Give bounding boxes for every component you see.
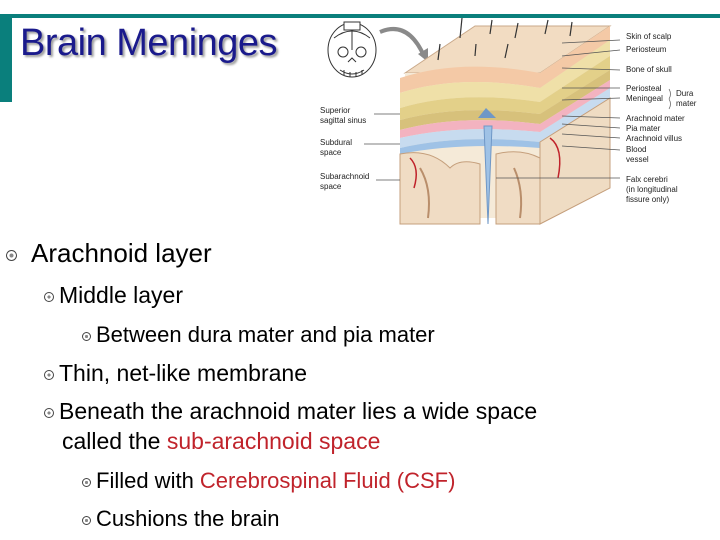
highlight-subarachnoid: sub-arachnoid space xyxy=(166,428,381,454)
bullet-middle-layer: Middle layer xyxy=(44,282,183,309)
label-periosteal: Periosteal xyxy=(626,84,662,93)
label-arachnoid-mater: Arachnoid mater xyxy=(626,114,685,123)
pointer-arrow xyxy=(380,29,424,56)
skull-sketch-icon xyxy=(328,22,376,77)
bullet-filled-with-csf: Filled with Cerebrospinal Fluid (CSF) xyxy=(82,468,455,494)
label-bone-of-skull: Bone of skull xyxy=(626,65,672,74)
label-mater: mater xyxy=(676,99,697,108)
bullet-between-layers: Between dura mater and pia mater xyxy=(82,322,435,348)
label-subarachnoid-space: space xyxy=(320,182,342,191)
label-periosteum: Periosteum xyxy=(626,45,667,54)
bullet-cushions-brain: Cushions the brain xyxy=(82,506,279,532)
label-subarachnoid: Subarachnoid xyxy=(320,172,370,181)
label-subdural: Subdural xyxy=(320,138,353,147)
label-meningeal: Meningeal xyxy=(626,94,663,103)
label-falx-note: fissure only) xyxy=(626,195,670,204)
bullet-dot-icon xyxy=(82,516,91,525)
label-skin-of-scalp: Skin of scalp xyxy=(626,32,672,41)
bullet-beneath-arachnoid: Beneath the arachnoid mater lies a wide space xyxy=(44,398,537,425)
bullet-dot-icon xyxy=(44,370,54,380)
label-arachnoid-villus: Arachnoid villus xyxy=(626,134,683,143)
label-pia-mater: Pia mater xyxy=(626,124,661,133)
bullet-dot-icon xyxy=(82,478,91,487)
label-sagittal-sinus: sagittal sinus xyxy=(320,116,367,125)
bullet-dot-icon xyxy=(82,332,91,341)
bullet-arachnoid-layer: Arachnoid layer xyxy=(6,238,212,269)
label-dura: Dura xyxy=(676,89,694,98)
label-vessel: vessel xyxy=(626,155,649,164)
bullet-thin-membrane: Thin, net-like membrane xyxy=(44,360,307,387)
left-accent-bar xyxy=(0,14,12,102)
label-blood: Blood xyxy=(626,145,647,154)
label-falx-location: (in longitudinal xyxy=(626,185,678,194)
slide-title: Brain Meninges xyxy=(20,22,278,64)
bullet-dot-icon xyxy=(6,250,17,261)
bullet-dot-icon xyxy=(44,292,54,302)
label-falx-cerebri: Falx cerebri xyxy=(626,175,668,184)
bullet-subarachnoid-space: called the sub-arachnoid space xyxy=(62,428,381,454)
meninges-illustration xyxy=(300,18,710,230)
label-subdural-space: space xyxy=(320,148,342,157)
highlight-csf: Cerebrospinal Fluid (CSF) xyxy=(199,468,456,493)
bullet-dot-icon xyxy=(44,408,54,418)
label-superior: Superior xyxy=(320,106,351,115)
